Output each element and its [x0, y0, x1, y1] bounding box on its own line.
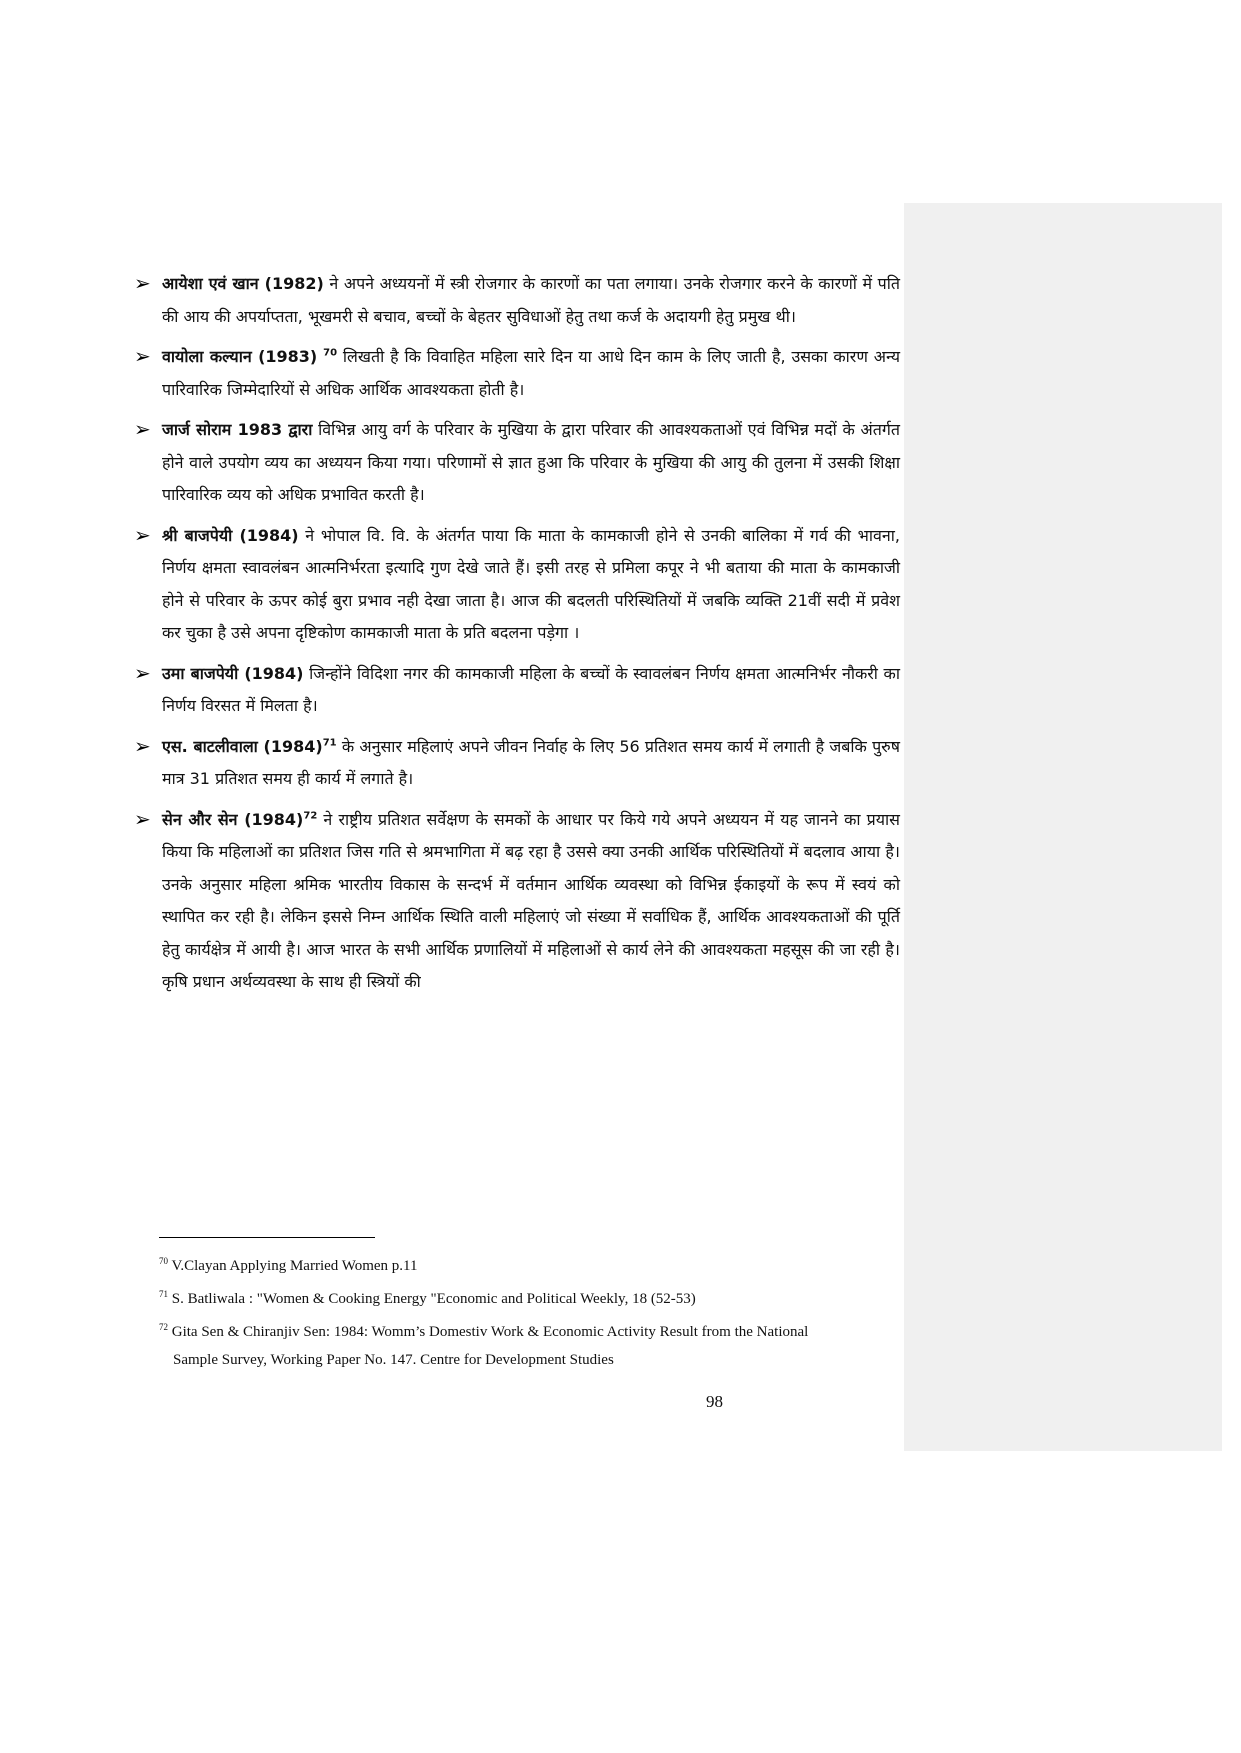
- list-item: [134, 268, 900, 333]
- arrow-bullet-icon: ➢: [134, 806, 151, 831]
- entry-heading: एस. बाटलीवाला (1984): [162, 736, 323, 756]
- arrow-bullet-icon: ➢: [134, 344, 151, 368]
- list-item: [134, 658, 900, 723]
- paragraph: [162, 658, 900, 723]
- footnote-divider: [159, 1237, 375, 1238]
- entry-text: ने भोपाल वि. वि. के अंतर्गत पाया कि माता के कामकाजी होने से उनकी बालिका में गर्व की भावना, निर्णय क्षमता स्वावलंबन आत्मनिर्भरता इत्यादि गुण देखे जाते हैं। इसी तरह से प्रमिला कपूर ने भी बताया की माता के कामकाजी होने से परिवार के ऊपर कोई बुरा प्रभाव नही देखा जाता है। आज की बदलती परिस्थितियों में जबकि व्यक्ति 21वीं सदी में प्रवेश कर चुका है उसे अपना दृष्टिकोण कामकाजी माता के प्रति बदलना पड़ेगा ।: [162, 525, 900, 642]
- arrow-bullet-icon: ➢: [134, 660, 151, 685]
- footnote: [159, 1280, 899, 1313]
- entry-text: के अनुसार महिलाएं अपने जीवन निर्वाह के लिए 56 प्रतिशत समय कार्य में लगाती है जबकि पुरुष मात्र 31 प्रतिशत समय ही कार्य में लगाते है।: [162, 736, 900, 788]
- arrow-bullet-icon: ➢: [134, 733, 151, 758]
- footnote-number: 70: [159, 1256, 168, 1266]
- footnote-ref: 70: [323, 347, 338, 359]
- paragraph: [162, 414, 900, 512]
- footnote-number: 71: [159, 1289, 168, 1299]
- arrow-bullet-icon: ➢: [134, 522, 151, 547]
- paragraph: [162, 731, 900, 796]
- entry-text: ने राष्ट्रीय प्रतिशत सर्वेक्षण के समकों के आधार पर किये गये अपने अध्ययन में यह जानने का प्रयास किया कि महिलाओं का प्रतिशत जिस गति से श्रमभागिता में बढ़ रहा है उससे क्या उनकी आर्थिक परिस्थितियों में बदलाव आया है। उनके अनुसार महिला श्रमिक भारतीय विकास के सन्दर्भ में वर्तमान आर्थिक व्यवस्था को विभिन्न ईकाइयों के रूप में स्वयं को स्थापित कर रही है। लेकिन इससे निम्न आर्थिक स्थिति वाली महिलाएं जो संख्या में सर्वाधिक हैं, आर्थिक आवश्यकताओं की पूर्ति हेतु कार्यक्षेत्र में आयी है। आज भारत के सभी आर्थिक प्रणालियों में महिलाओं से कार्य लेने की आवश्यकता महसूस की जा रही है। कृषि प्रधान अर्थव्यवस्था के साथ ही स्त्रियों की: [162, 809, 901, 991]
- paragraph: [162, 268, 900, 333]
- footnote-text: V.Clayan Applying Married Women p.11: [168, 1258, 418, 1274]
- list-item: [134, 731, 900, 796]
- entry-heading: उमा बाजपेयी (1984): [162, 663, 304, 683]
- paragraph: [162, 520, 900, 650]
- footnote-text: Gita Sen & Chiranjiv Sen: 1984: Womm’s Domestiv Work & Economic Activity Result from the National: [168, 1324, 809, 1340]
- list-item: [134, 341, 900, 406]
- entry-heading: आयेशा एवं खान (1982): [162, 274, 324, 293]
- footnote: [159, 1313, 899, 1346]
- footnote-ref: 72: [303, 810, 318, 822]
- paragraph: [162, 341, 900, 406]
- entry-text: जिन्होंने विदिशा नगर की कामकाजी महिला के बच्चों के स्वावलंबन निर्णय क्षमता आत्मनिर्भर नौकरी का निर्णय विरसत में मिलता है।: [162, 663, 900, 715]
- main-content: [134, 268, 900, 1007]
- footnotes: [159, 1247, 899, 1374]
- entry-text: लिखती है कि विवाहित महिला सारे दिन या आधे दिन काम के लिए जाती है, उसका कारण अन्य पारिवारिक जिम्मेदारियों से अधिक आर्थिक आवश्यकता होती है।: [162, 347, 900, 399]
- arrow-bullet-icon: ➢: [134, 271, 151, 295]
- arrow-bullet-icon: ➢: [134, 417, 151, 441]
- comment-pane: [904, 203, 1222, 1451]
- page-number: 98: [706, 1392, 723, 1411]
- footnote-number: 72: [159, 1322, 168, 1332]
- footnote-continuation: Sample Survey, Working Paper No. 147. Centre for Development Studies: [173, 1352, 614, 1368]
- footnote-text: S. Batliwala : "Women & Cooking Energy "Economic and Political Weekly, 18 (52-53): [168, 1291, 696, 1307]
- entry-text: विभिन्न आयु वर्ग के परिवार के मुखिया के द्वारा परिवार की आवश्यकताओं एवं विभिन्न मदों के अंतर्गत होने वाले उपयोग व्यय का अध्ययन किया गया। परिणामों से ज्ञात हुआ कि परिवार के मुखिया की आयु की तुलना में उसकी शिक्षा पारिवारिक व्यय को अधिक प्रभावित करती है।: [162, 420, 900, 504]
- list-item: [134, 520, 900, 650]
- list-item: [134, 414, 900, 512]
- paragraph: [162, 804, 900, 999]
- footnote-ref: 71: [322, 737, 337, 749]
- list-item: [134, 804, 900, 999]
- entry-text: ने अपने अध्ययनों में स्त्री रोजगार के कारणों का पता लगाया। उनके रोजगार करने के कारणों में पति की आय की अपर्याप्तता, भूखमरी से बचाव, बच्चों के बेहतर सुविधाओं हेतु तथा कर्ज के अदायगी हेतु प्रमुख थी।: [162, 274, 900, 326]
- entry-heading: श्री बाजपेयी (1984): [162, 525, 299, 545]
- entry-heading: सेन और सेन (1984): [162, 809, 304, 829]
- entry-heading: जार्ज सोराम 1983 द्वारा: [162, 420, 313, 439]
- entry-heading: वायोला कल्यान (1983): [162, 347, 318, 366]
- footnote: [159, 1247, 899, 1280]
